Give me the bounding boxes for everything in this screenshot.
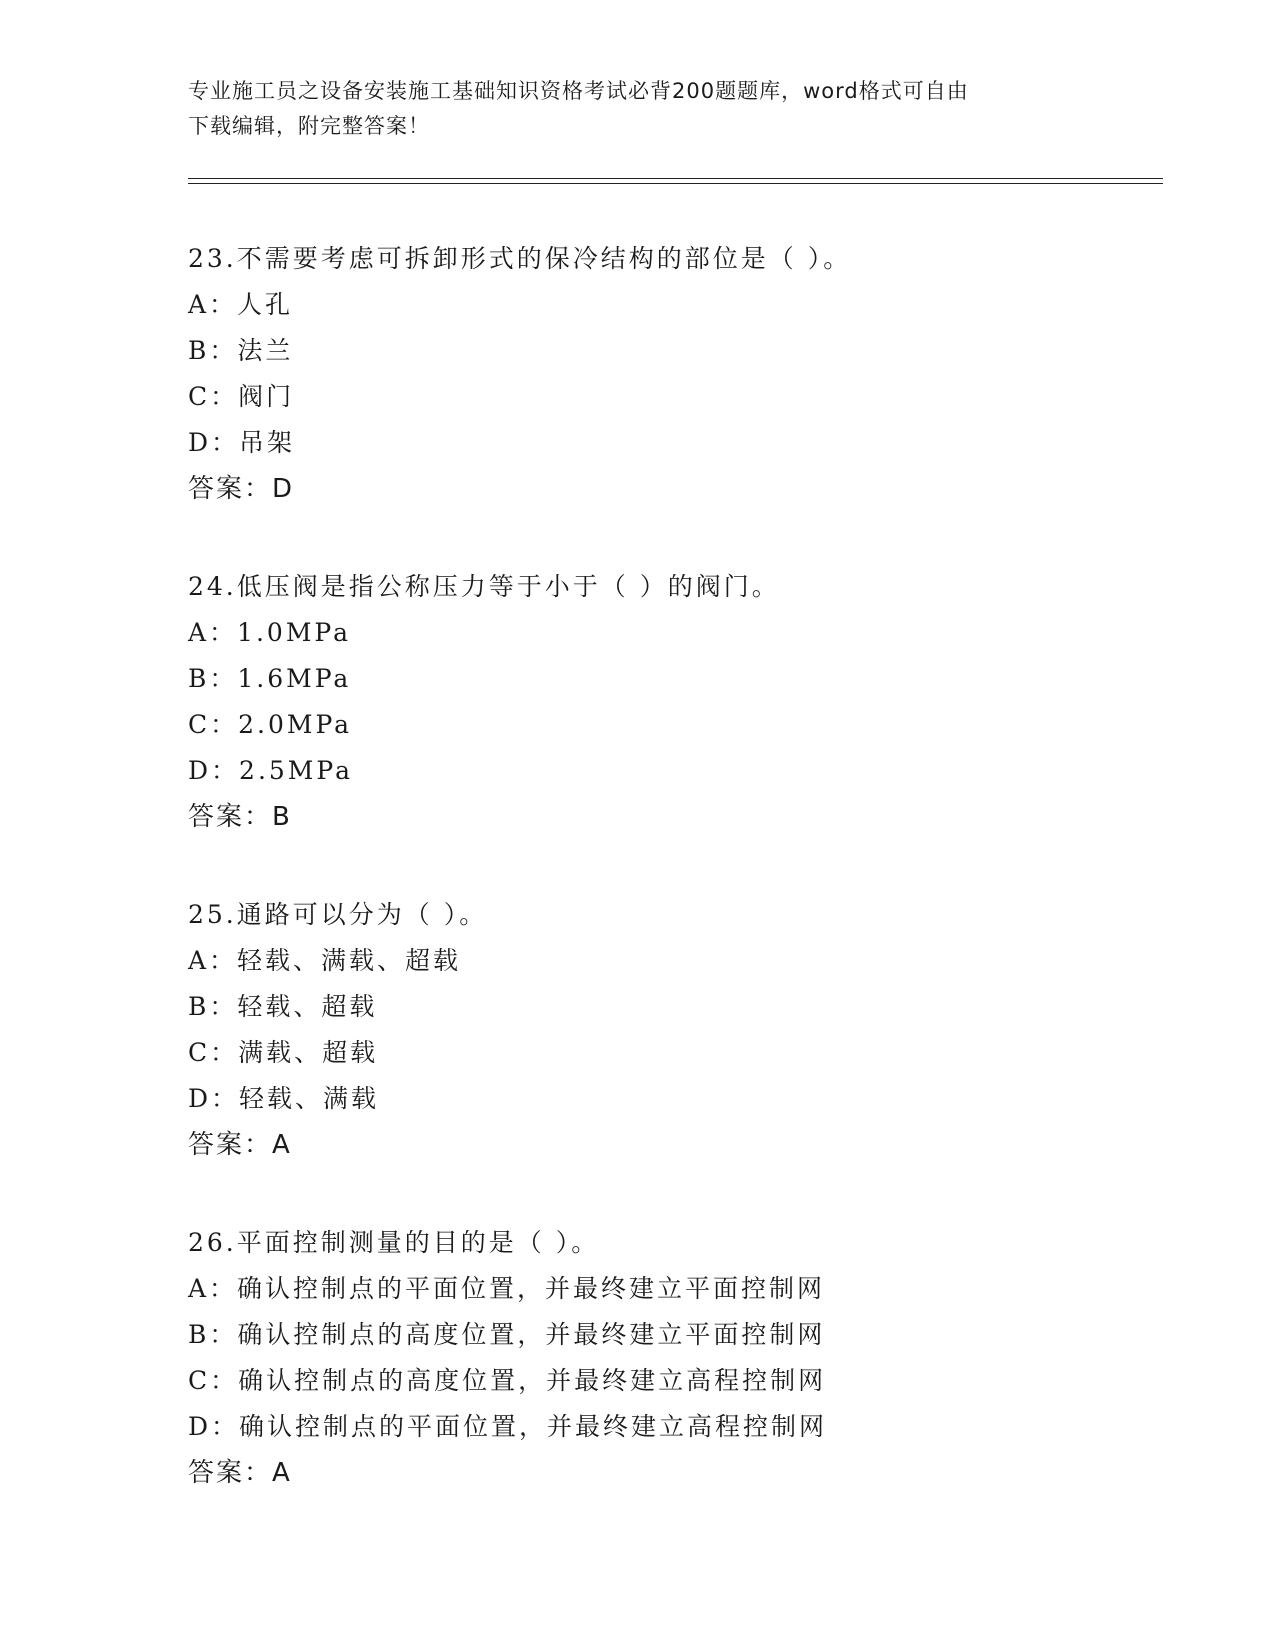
question-26	[188, 1220, 1148, 1496]
option-c: C：2.0MPa	[188, 710, 353, 739]
answer-text: 答案：A	[188, 1130, 292, 1160]
option-d: D：吊架	[188, 428, 296, 457]
answer-text: 答案：B	[188, 802, 292, 832]
option-c: C：阀门	[188, 382, 295, 411]
question-stem: 25.通路可以分为（ ）。	[188, 900, 488, 929]
option-b: B：轻载、超载	[188, 992, 378, 1021]
option-c: C：确认控制点的高度位置，并最终建立高程控制网	[188, 1366, 827, 1395]
option-d: D：确认控制点的平面位置，并最终建立高程控制网	[188, 1412, 828, 1441]
document-header	[188, 74, 1078, 144]
question-23	[188, 236, 1148, 512]
option-a: A：确认控制点的平面位置，并最终建立平面控制网	[188, 1274, 826, 1303]
header-line-1: 专业施工员之设备安装施工基础知识资格考试必背200题题库，word格式可自由	[188, 79, 969, 103]
header-divider-bottom	[188, 183, 1163, 184]
option-b: B：确认控制点的高度位置，并最终建立平面控制网	[188, 1320, 826, 1349]
option-c: C：满载、超载	[188, 1038, 379, 1067]
question-stem: 26.平面控制测量的目的是（ ）。	[188, 1228, 600, 1257]
option-a: A：人孔	[188, 290, 294, 319]
answer-text: 答案：D	[188, 474, 295, 504]
header-divider-top	[188, 178, 1163, 179]
question-list	[188, 236, 1148, 1496]
header-line-2: 下载编辑，附完整答案！	[188, 114, 430, 138]
option-b: B：法兰	[188, 336, 294, 365]
answer-text: 答案：A	[188, 1458, 292, 1488]
option-d: D：轻载、满载	[188, 1084, 380, 1113]
question-24	[188, 564, 1148, 840]
option-a: A：1.0MPa	[188, 618, 352, 647]
question-25	[188, 892, 1148, 1168]
question-stem: 24.低压阀是指公称压力等于小于（ ）的阀门。	[188, 572, 780, 601]
option-a: A：轻载、满载、超载	[188, 946, 462, 975]
option-d: D：2.5MPa	[188, 756, 354, 785]
option-b: B：1.6MPa	[188, 664, 352, 693]
question-stem: 23.不需要考虑可拆卸形式的保冷结构的部位是（ ）。	[188, 244, 852, 273]
